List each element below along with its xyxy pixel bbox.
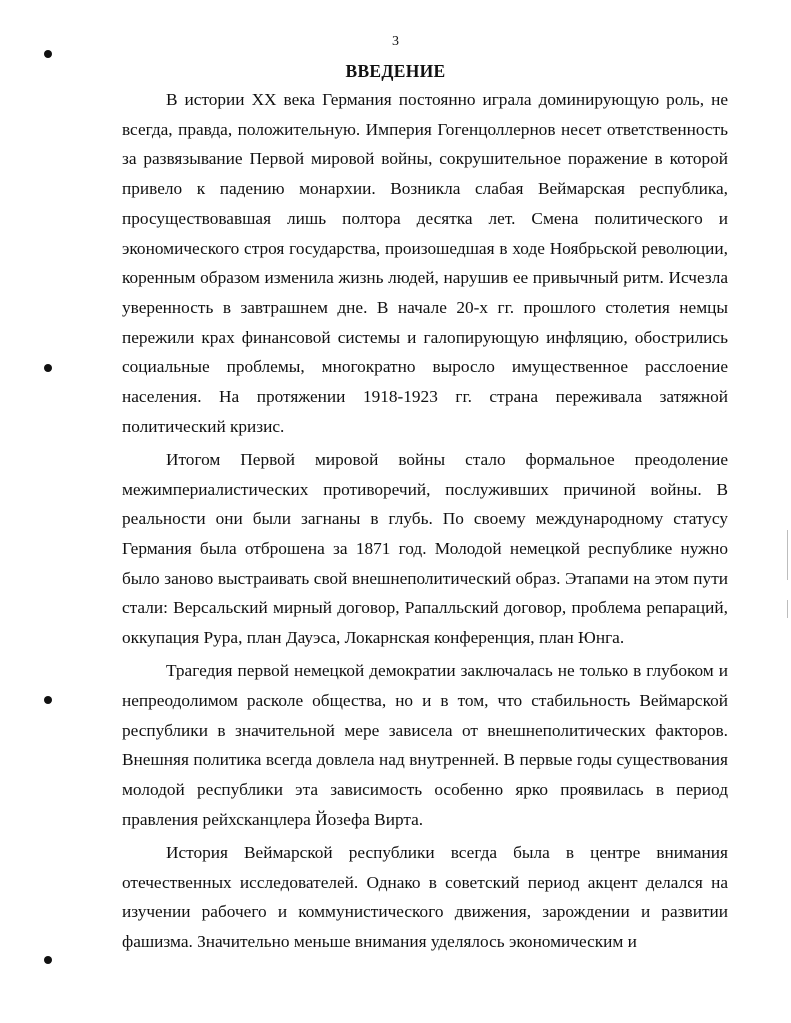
binder-hole-mark: [44, 50, 52, 58]
binder-hole-mark: [44, 956, 52, 964]
body-text: [122, 85, 728, 957]
paragraph-3: Трагедия первой немецкой демократии заключалась не только в глубоком и непреодолимом расколе общества, но и в том, что стабильность Веймарской республики в значительной мере зависела от внешнеполитических факторов. Внешняя политика всегда довлела над внутренней. В первые годы существования молодой республики эта зависимость особенно ярко проявилась в период правления рейхсканцлера Йозефа Вирта.: [122, 661, 728, 829]
binder-hole-mark: [44, 696, 52, 704]
page-heading: ВВЕДЕНИЕ: [345, 61, 446, 81]
paragraph-2: Итогом Первой мировой войны стало формальное преодоление межимпериалистических противоречий, послуживших причиной войны. В реальности они были загнаны в глубь. По своему международному статусу Германия была отброшена за 1871 год. Молодой немецкой республике нужно было заново выстраивать свой внешнеполитический образ. Этапами на этом пути стали: Версальский мирный договор, Рапалльский договор, проблема репараций, оккупация Рура, план Дауэса, Локарнская конференция, план Юнга.: [122, 449, 728, 648]
scan-artifact: [787, 600, 788, 618]
paragraph-1: В истории XX века Германия постоянно играла доминирующую роль, не всегда, правда, положительную. Империя Гогенцоллернов несет ответственность за развязывание Первой мировой войны, сокрушительное поражение в которой привело к падению монархии. Возникла слабая Веймарская республика, просуществовавшая лишь полтора десятка лет. Смена политического и экономического строя государства, произошедшая в ходе Ноябрьской революции, коренным образом изменила жизнь людей, нарушив ее привычный ритм. Исчезла уверенность в завтрашнем дне. В начале 20-х гг. прошлого столетия немцы пережили крах финансовой системы и галопирующую инфляцию, обострились социальные проблемы, многократно выросло имущественное расслоение населения. На протяжении 1918-1923 гг. страна переживала затяжной политический кризис.: [122, 90, 728, 436]
page-number: 3: [392, 34, 399, 49]
binder-hole-mark: [44, 364, 52, 372]
scan-artifact: [787, 530, 788, 580]
paragraph-4: История Веймарской республики всегда была в центре внимания отечественных исследователей. Однако в советский период акцент делался на изучении рабочего и коммунистического движения, зарождении и развитии фашизма. Значительно меньше внимания уделялось экономическим и: [122, 843, 728, 952]
